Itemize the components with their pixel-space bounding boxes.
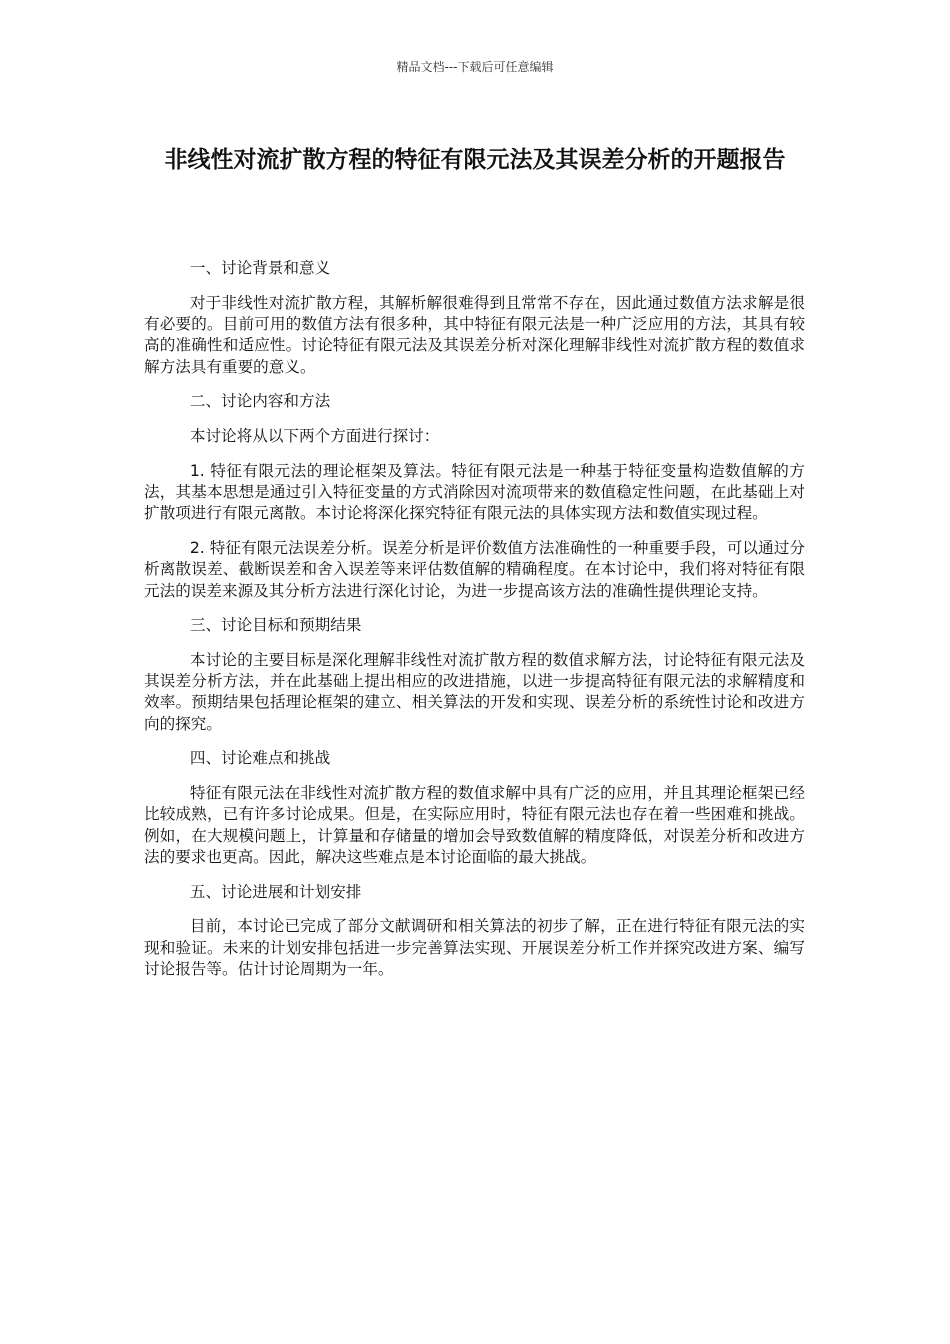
section-heading-goals: 三、讨论目标和预期结果 xyxy=(189,616,362,635)
section-heading-background: 一、讨论背景和意义 xyxy=(189,259,331,277)
paragraph-background: 对于非线性对流扩散方程，其解析解很难得到且常常不存在，因此通过数值方法求解是很有必要的。目前可用的数值方法有很多种，其中特征有限元法是一种广泛应用的方法，其具有较高的准确性和适应性。讨论特征有限元法及其误差分析对深化理解非线性对流扩散方程的数值求解方法具有重要的意义。 xyxy=(144,293,805,376)
document-body xyxy=(144,258,805,994)
section-heading-progress: 五、讨论进展和计划安排 xyxy=(189,882,362,901)
paragraph-progress: 目前，本讨论已完成了部分文献调研和相关算法的初步了解，正在进行特征有限元法的实现和验证。未来的计划安排包括进一步完善算法实现、开展误差分析工作并探究改进方案、编写讨论报告等。估计讨论周期为一年。 xyxy=(144,917,805,979)
document-title: 非线性对流扩散方程的特征有限元法及其误差分析的开题报告 xyxy=(164,147,786,173)
paragraph-challenges: 特征有限元法在非线性对流扩散方程的数值求解中具有广泛的应用，并且其理论框架已经比较成熟，已有许多讨论成果。但是，在实际应用时，特征有限元法也存在着一些困难和挑战。例如，在大规模问题上，计算量和存储量的增加会导致数值解的精度降低，对误差分析和改进方法的要求也更高。因此，解决这些难点是本讨论面临的最大挑战。 xyxy=(144,784,805,867)
paragraph-intro: 本讨论将从以下两个方面进行探讨： xyxy=(189,426,440,445)
page-header-note: 精品文档---下载后可任意编辑 xyxy=(396,60,554,74)
paragraph-item-2: 2. 特征有限元法误差分析。误差分析是评价数值方法准确性的一种重要手段，可以通过分析离散误差、截断误差和舍入误差等来评估数值解的精确程度。在本讨论中，我们将对特征有限元法的误差来源及其分析方法进行深化讨论，为进一步提高该方法的准确性提供理论支持。 xyxy=(144,538,805,600)
paragraph-goals: 本讨论的主要目标是深化理解非线性对流扩散方程的数值求解方法，讨论特征有限元法及其误差分析方法，并在此基础上提出相应的改进措施，以进一步提高特征有限元法的求解精度和效率。预期结果包括理论框架的建立、相关算法的开发和实现、误差分析的系统性讨论和改进方向的探究。 xyxy=(144,650,805,733)
section-heading-content-methods: 二、讨论内容和方法 xyxy=(189,392,331,411)
paragraph-item-1: 1. 特征有限元法的理论框架及算法。特征有限元法是一种基于特征变量构造数值解的方法，其基本思想是通过引入特征变量的方式消除因对流项带来的数值稳定性问题，在此基础上对扩散项进行有限元离散。本讨论将深化探究特征有限元法的具体实现方法和数值实现过程。 xyxy=(144,461,805,523)
section-heading-challenges: 四、讨论难点和挑战 xyxy=(189,749,331,768)
